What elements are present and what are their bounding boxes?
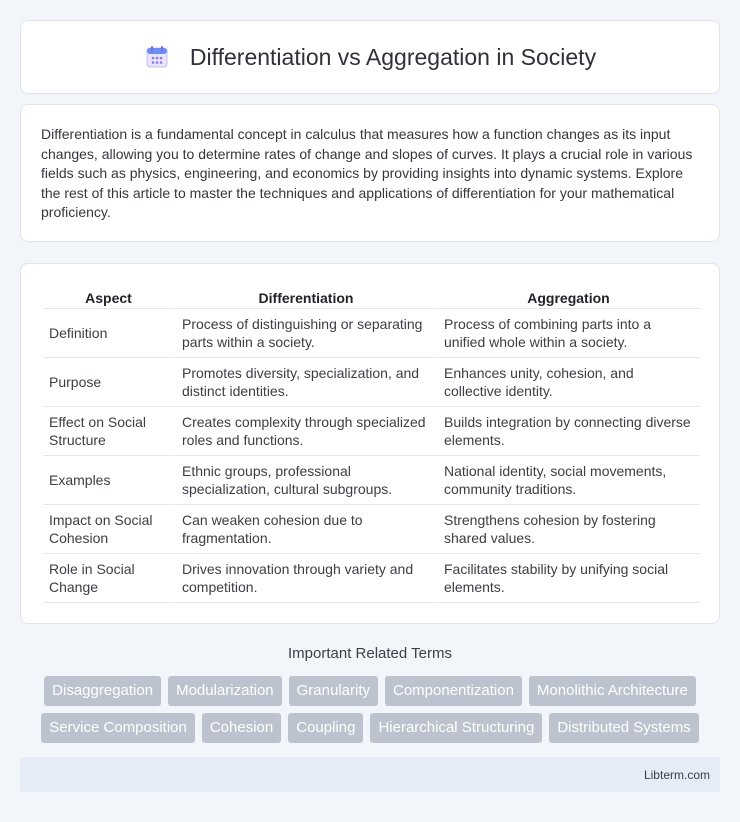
header-aspect: Aspect xyxy=(43,284,174,309)
header-differentiation: Differentiation xyxy=(174,284,436,309)
related-terms-heading: Important Related Terms xyxy=(288,645,452,662)
intro-paragraph: Differentiation is a fundamental concept in calculus that measures how a function changes as its input changes, allowing you to determine rates of change and slopes of curves. It plays a crucial role in various fields such as physics, engineering, and economics by providing insights into dynamic systems. Explore the rest of this article to master the techniques and applications of differentiation for your mathematical proficiency. xyxy=(41,126,693,220)
related-term-tag[interactable]: Distributed Systems xyxy=(549,713,698,743)
row-differentiation: Creates complexity through specialized roles and functions. xyxy=(174,407,436,456)
footer-site-link[interactable]: Libterm.com xyxy=(643,767,710,782)
row-aggregation: Enhances unity, cohesion, and collective identity. xyxy=(436,358,699,407)
row-aspect: Examples xyxy=(43,456,174,505)
row-aggregation: National identity, social movements, community traditions. xyxy=(436,456,699,505)
comparison-card xyxy=(20,263,720,624)
related-terms-list xyxy=(20,676,720,743)
related-term-tag[interactable]: Hierarchical Structuring xyxy=(370,713,542,743)
row-differentiation: Can weaken cohesion due to fragmentation. xyxy=(174,505,436,554)
related-term-tag[interactable]: Service Composition xyxy=(41,713,195,743)
row-aspect: Role in Social Change xyxy=(43,554,174,603)
related-term-tag[interactable]: Granularity xyxy=(289,676,378,706)
row-aggregation: Process of combining parts into a unified whole within a society. xyxy=(436,309,699,358)
calendar-icon xyxy=(144,44,170,70)
row-aspect: Impact on Social Cohesion xyxy=(43,505,174,554)
table-row xyxy=(43,505,699,554)
footer xyxy=(20,757,720,792)
row-aggregation: Builds integration by connecting diverse elements. xyxy=(436,407,699,456)
table-row xyxy=(43,309,699,358)
row-differentiation: Ethnic groups, professional specialization, cultural subgroups. xyxy=(174,456,436,505)
table-row xyxy=(43,554,699,603)
row-aggregation: Strengthens cohesion by fostering shared values. xyxy=(436,505,699,554)
table-row xyxy=(43,407,699,456)
comparison-table xyxy=(43,284,699,603)
related-term-tag[interactable]: Cohesion xyxy=(202,713,281,743)
related-term-tag[interactable]: Componentization xyxy=(385,676,522,706)
row-aspect: Effect on Social Structure xyxy=(43,407,174,456)
page-title: Differentiation vs Aggregation in Society xyxy=(189,43,597,70)
table-row xyxy=(43,456,699,505)
row-differentiation: Process of distinguishing or separating parts within a society. xyxy=(174,309,436,358)
title-card xyxy=(20,20,720,94)
related-term-tag[interactable]: Coupling xyxy=(288,713,363,743)
row-differentiation: Promotes diversity, specialization, and distinct identities. xyxy=(174,358,436,407)
table-header-row xyxy=(43,284,699,309)
intro-card xyxy=(20,104,720,242)
row-aggregation: Facilitates stability by unifying social elements. xyxy=(436,554,699,603)
header-aggregation: Aggregation xyxy=(436,284,699,309)
row-aspect: Purpose xyxy=(43,358,174,407)
related-term-tag[interactable]: Modularization xyxy=(168,676,282,706)
row-aspect: Definition xyxy=(43,309,174,358)
related-terms-section xyxy=(0,645,740,743)
row-differentiation: Drives innovation through variety and competition. xyxy=(174,554,436,603)
related-term-tag[interactable]: Monolithic Architecture xyxy=(529,676,696,706)
table-row xyxy=(43,358,699,407)
related-term-tag[interactable]: Disaggregation xyxy=(44,676,161,706)
